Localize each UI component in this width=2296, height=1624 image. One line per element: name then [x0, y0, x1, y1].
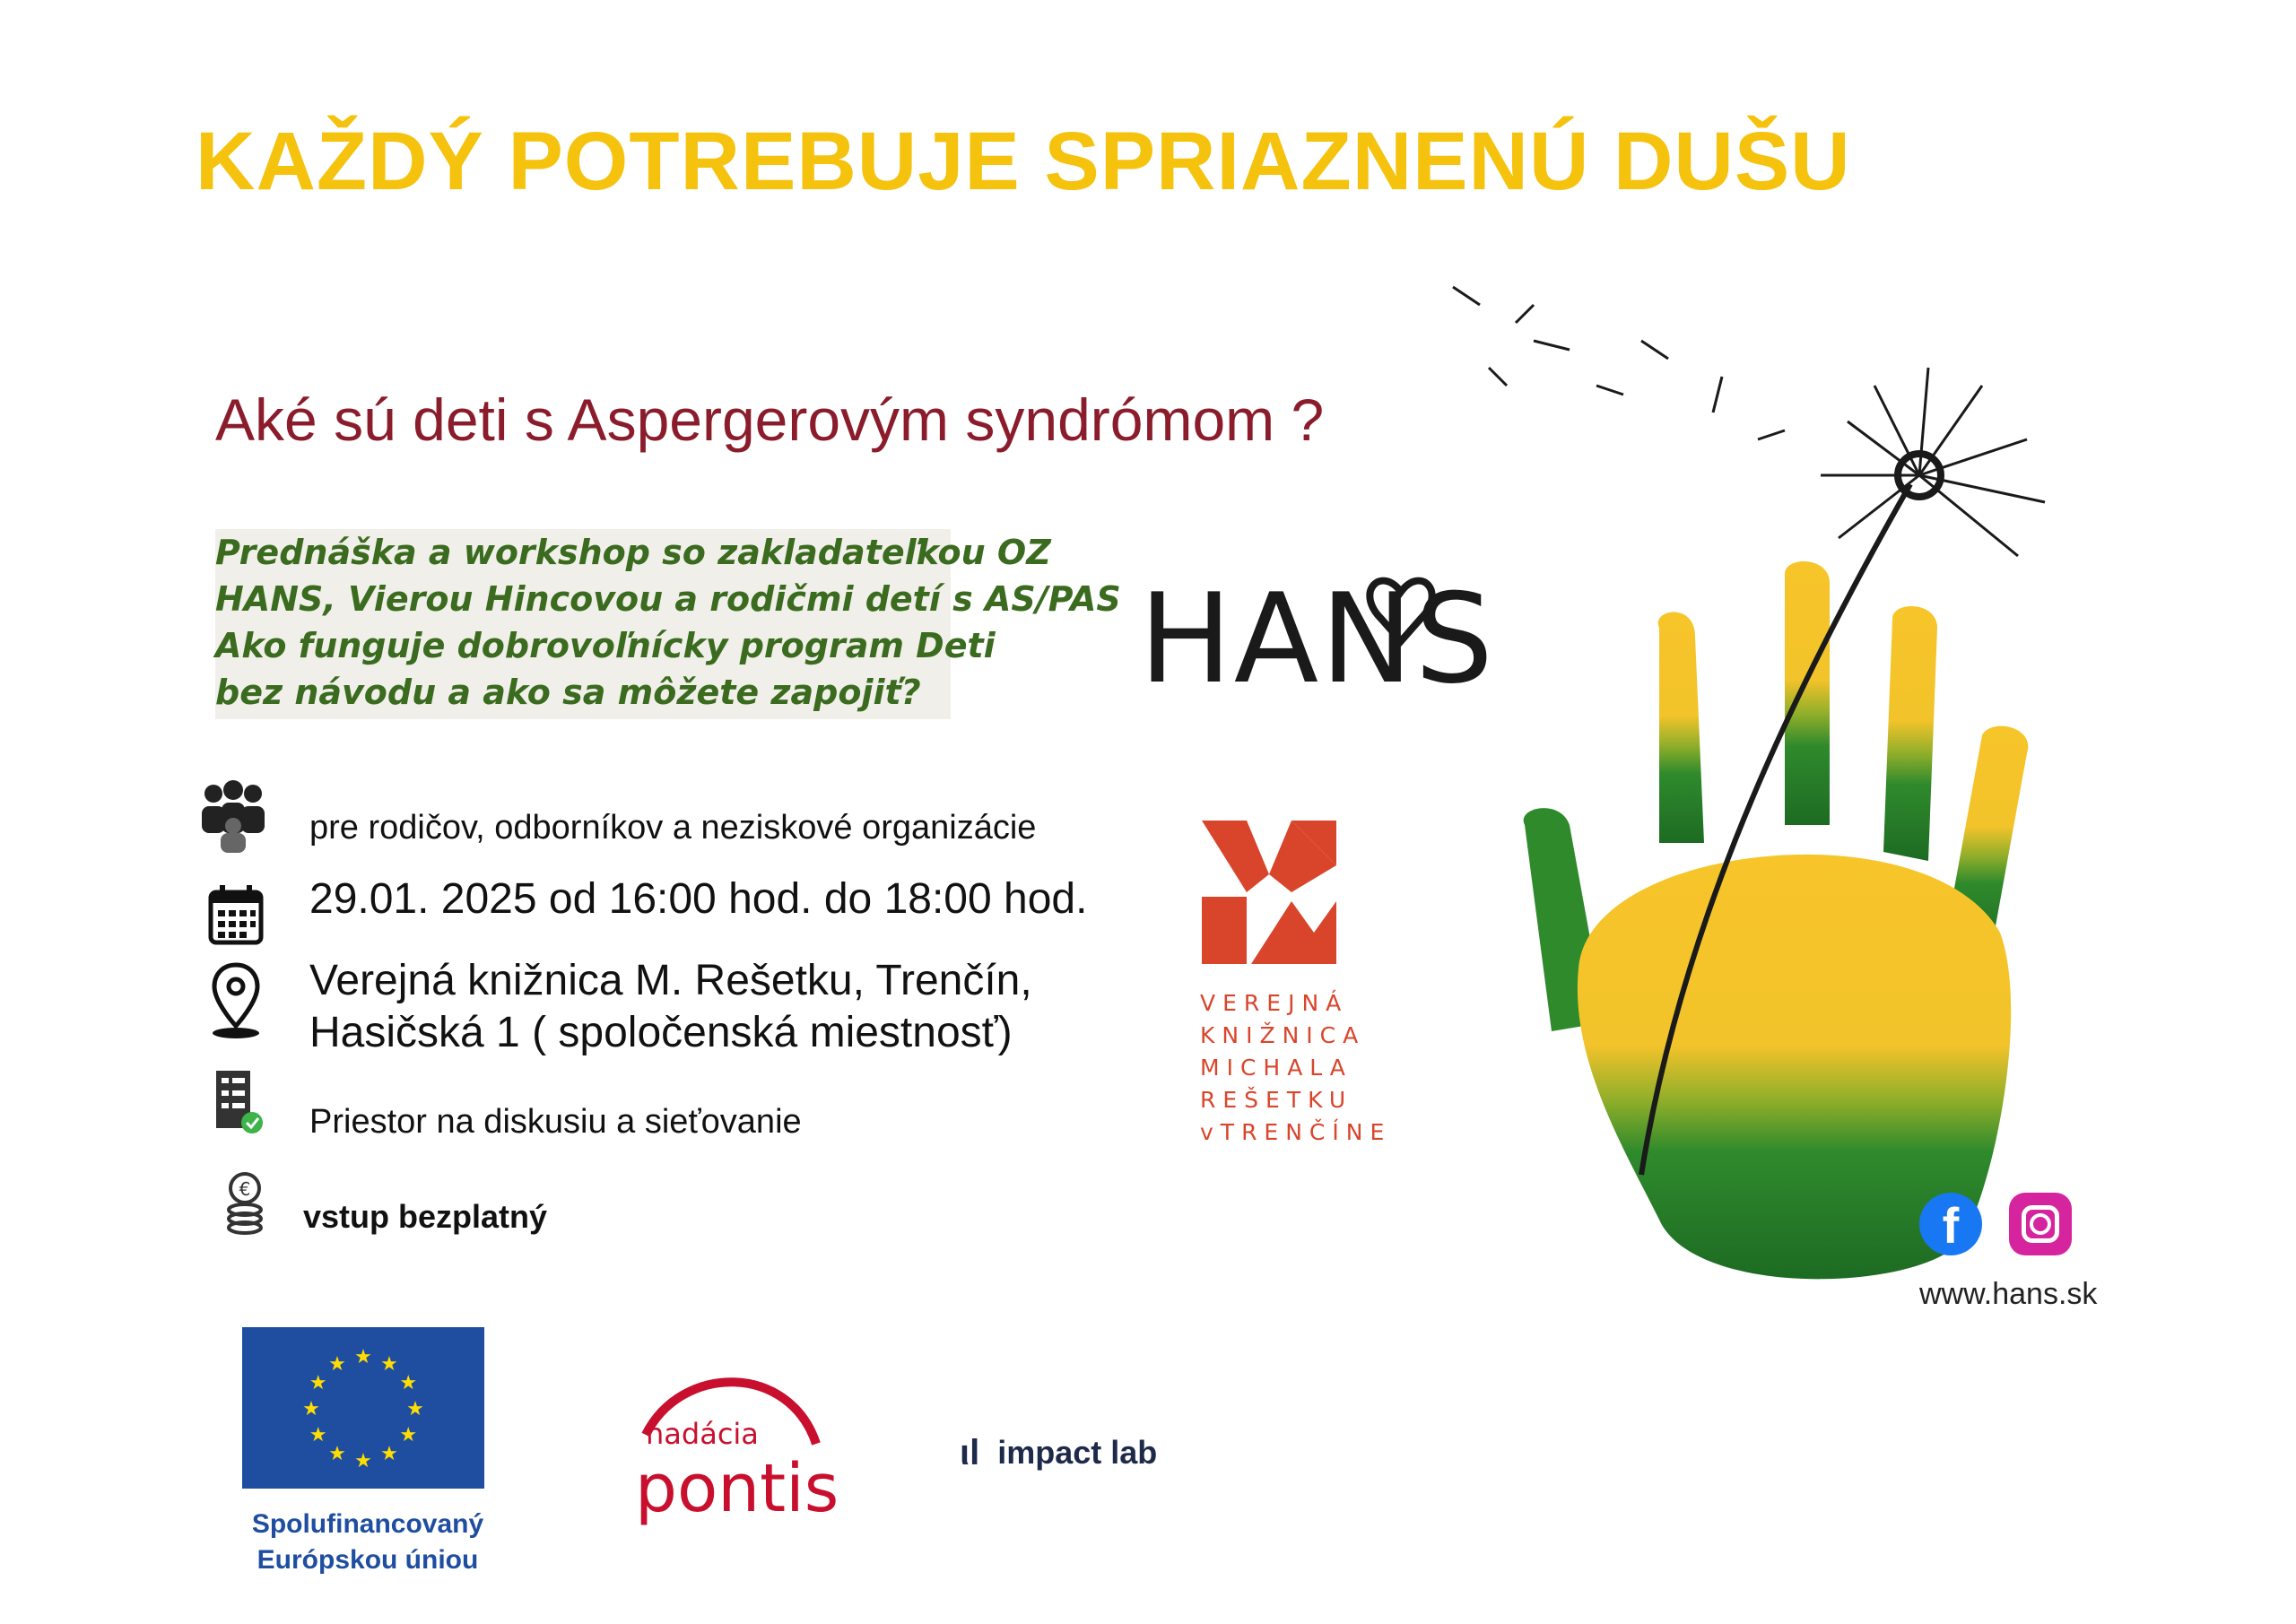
library-line: KNIŽNICA: [1200, 1022, 1366, 1048]
page-title: KAŽDÝ POTREBUJE SPRIAZNENÚ DUŠU: [196, 116, 1851, 207]
impact-lab-text: impact lab: [997, 1434, 1158, 1471]
subtitle: Aké sú deti s Aspergerovým syndrómom ?: [215, 386, 1325, 453]
library-line: VEREJNÁ: [1200, 990, 1349, 1016]
audience-text: pre rodičov, odborníkov a neziskové organizácie: [309, 809, 1037, 847]
hans-logo: [1139, 556, 1496, 711]
eu-star: ★: [354, 1449, 372, 1472]
library-line: MICHALA: [1200, 1055, 1352, 1081]
website-link[interactable]: www.hans.sk: [1919, 1277, 2098, 1311]
calendar-icon: [204, 883, 267, 946]
library-line: vTRENČÍNE: [1200, 1119, 1392, 1145]
library-logo: [1175, 812, 1392, 1170]
eu-star: ★: [380, 1442, 398, 1465]
discussion-text: Priestor na diskusiu a sieťovanie: [309, 1103, 802, 1141]
eu-star: ★: [302, 1397, 320, 1420]
place-line2: Hasičská 1 ( spoločenská miestnosť): [309, 1009, 1013, 1056]
eu-star: ★: [354, 1345, 372, 1368]
description-line: HANS, Vierou Hincovou a rodičmi detí s AS/PAS: [215, 579, 1121, 619]
svg-text:pontis: pontis: [635, 1450, 839, 1527]
date-text: 29.01. 2025 od 16:00 hod. do 18:00 hod.: [309, 875, 1088, 923]
eu-star: ★: [309, 1423, 327, 1446]
social-links: [1919, 1193, 2072, 1255]
description-line: bez návodu a ako sa môžete zapojiť?: [215, 673, 921, 712]
eu-star: ★: [399, 1423, 418, 1446]
eu-star: ★: [328, 1351, 346, 1375]
eu-text-line: Spolufinancovaný: [251, 1509, 484, 1539]
hand-dandelion-illustration: [1426, 269, 2161, 1309]
library-line: REŠETKU: [1200, 1087, 1353, 1113]
people-icon: [202, 786, 265, 848]
pontis-logo: [628, 1372, 839, 1533]
eu-flag-logo: [242, 1327, 484, 1489]
instagram-icon[interactable]: [2009, 1193, 2072, 1255]
eu-star: ★: [406, 1397, 424, 1420]
entry-text: vstup bezplatný: [303, 1198, 548, 1235]
coins-icon: [213, 1170, 276, 1242]
impact-lab-icon: ιl: [960, 1432, 980, 1472]
svg-text:€: €: [239, 1178, 251, 1200]
impact-lab-logo: [960, 1426, 1229, 1480]
eu-star: ★: [380, 1351, 398, 1375]
eu-cofunded-text: [233, 1507, 502, 1578]
eu-star: ★: [399, 1371, 418, 1394]
checklist-icon: [208, 1067, 271, 1139]
description-line: Ako funguje dobrovoľnícky program Deti: [215, 626, 996, 665]
svg-text:HANS: HANS: [1139, 567, 1496, 711]
facebook-icon[interactable]: f: [1919, 1193, 1982, 1255]
description-line: Prednáška a workshop so zakladateľkou OZ: [215, 533, 1051, 572]
eu-text-line: Európskou úniou: [257, 1545, 479, 1575]
svg-text:nadácia: nadácia: [646, 1417, 759, 1451]
eu-star: ★: [328, 1442, 346, 1465]
description-box: [215, 529, 1121, 719]
place-line1: Verejná knižnica M. Rešetku, Trenčín,: [309, 957, 1032, 1004]
location-pin-icon: [204, 961, 267, 1042]
eu-star: ★: [309, 1371, 327, 1394]
